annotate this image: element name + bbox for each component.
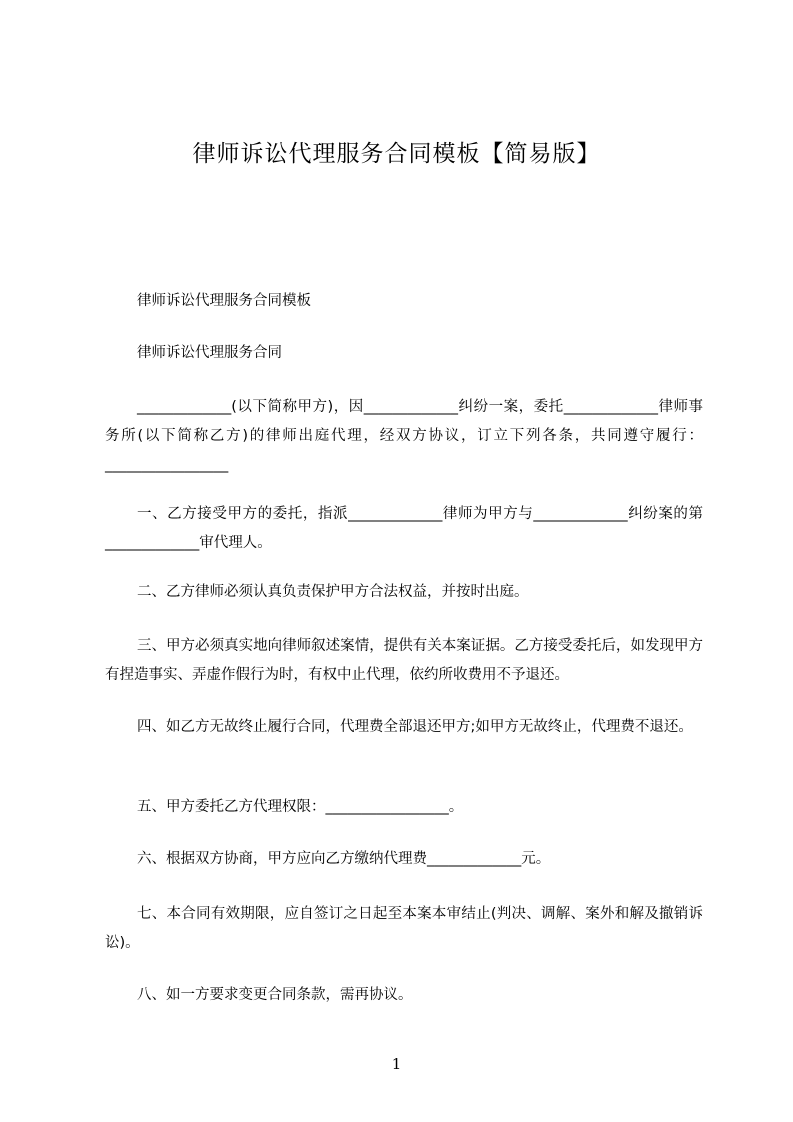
paragraph-template-heading: 律师诉讼代理服务合同模板	[137, 293, 311, 309]
paragraph-preamble: _____________(以下简称甲方)，因_____________纠纷一案，委托_____________律师事务所(以下简称乙方)的律师出庭代理，经双方协议，订立下列各条，共同遵守履行：_________________	[105, 399, 703, 473]
paragraph-clause-8: 八、如一方要求变更合同条款，需再协议。	[137, 987, 413, 1003]
paragraph-clause-2: 二、乙方律师必须认真负责保护甲方合法权益，并按时出庭。	[137, 584, 529, 600]
paragraph-clause-6: 六、根据双方协商，甲方应向乙方缴纳代理费_____________元。	[137, 851, 551, 867]
paragraph-clause-7: 七、本合同有效期限，应自签订之日起至本案本审结止(判决、调解、案外和解及撤销诉讼)。	[105, 906, 703, 951]
paragraph-contract-heading: 律师诉讼代理服务合同	[137, 345, 282, 361]
paragraph-clause-5: 五、甲方委托乙方代理权限：_________________。	[137, 799, 464, 815]
paragraph-clause-3: 三、甲方必须真实地向律师叙述案情，提供有关本案证据。乙方接受委托后，如发现甲方有捏造事实、弄虚作假行为时，有权中止代理，依约所收费用不予退还。	[105, 638, 703, 683]
paragraph-clause-4: 四、如乙方无故终止履行合同，代理费全部退还甲方;如甲方无故终止，代理费不退还。	[137, 719, 693, 735]
document-title: 律师诉讼代理服务合同模板【简易版】	[192, 141, 601, 167]
page-number: 1	[391, 1055, 402, 1073]
paragraph-clause-1: 一、乙方接受甲方的委托，指派_____________律师为甲方与_____________纠纷案的第_____________审代理人。	[105, 506, 703, 551]
